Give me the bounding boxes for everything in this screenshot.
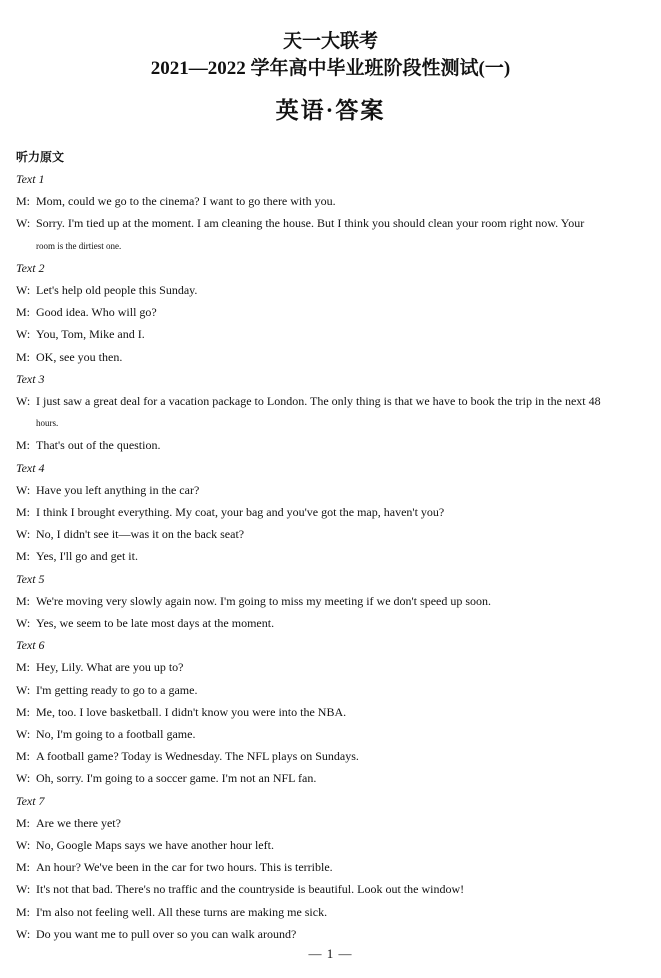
speaker-utterance: Do you want me to pull over so you can walk around? — [36, 926, 297, 941]
dialogue-line — [16, 482, 648, 498]
dialogue-line — [16, 748, 648, 764]
dialogue-label: Text 4 — [16, 460, 45, 475]
speaker-utterance: No, I didn't see it—was it on the back seat? — [36, 527, 245, 542]
dialogue-line — [16, 548, 648, 564]
dialogue-line — [16, 837, 648, 853]
dialogue-label: Text 1 — [16, 172, 45, 186]
speaker-utterance: I think I brought everything. My coat, your bag and you've got the map, haven't you? — [36, 505, 445, 519]
speaker-utterance: Oh, sorry. I'm going to a soccer game. I'm not an NFL fan. — [36, 771, 317, 786]
speaker-label: M: — [16, 194, 31, 209]
dialogue-line — [16, 859, 648, 875]
speaker-label: M: — [16, 549, 31, 564]
dialogue-label: Text 2 — [16, 260, 45, 275]
speaker-utterance: No, Google Maps says we have another hour left. — [36, 838, 274, 852]
speaker-label: M: — [16, 305, 31, 320]
page-number: — 1 — — [308, 946, 353, 961]
speaker-label: M: — [16, 749, 31, 764]
speaker-label: M: — [16, 593, 31, 608]
speaker-utterance: No, I'm going to a football game. — [36, 727, 196, 741]
speaker-utterance: Are we there yet? — [36, 815, 121, 830]
speaker-label: M: — [16, 815, 31, 830]
dialogue-line — [16, 815, 648, 831]
speaker-label: W: — [16, 482, 31, 497]
speaker-utterance: That's out of the question. — [36, 438, 161, 453]
speaker-utterance: OK, see you then. — [36, 349, 123, 364]
dialogue-line — [16, 437, 648, 453]
dialogue-line — [16, 770, 648, 786]
dialogue-line — [16, 215, 648, 231]
speaker-utterance: I'm getting ready to go to a game. — [36, 682, 198, 697]
dialogue-line — [16, 326, 648, 342]
dialogue-line — [16, 615, 648, 631]
exam-organizer-title: 天一大联考 — [282, 31, 378, 52]
dialogue-line — [16, 193, 648, 209]
speaker-utterance: Yes, we seem to be late most days at the moment. — [36, 616, 275, 630]
speaker-label: W: — [16, 216, 31, 231]
speaker-label: W: — [16, 727, 31, 741]
dialogue-line — [16, 926, 648, 942]
dialogue-line — [16, 349, 648, 365]
speaker-label: M: — [16, 349, 31, 364]
dialogue-line-continuation: hours. — [36, 418, 59, 429]
speaker-utterance: It's not that bad. There's no traffic and the countryside is beautiful. Look out the window! — [36, 882, 465, 897]
speaker-utterance: I'm also not feeling well. All these turns are making me sick. — [36, 904, 328, 919]
dialogue-line — [16, 904, 648, 920]
speaker-utterance: Mom, could we go to the cinema? I want to go there with you. — [36, 194, 336, 209]
speaker-label: M: — [16, 438, 31, 453]
speaker-label: W: — [16, 882, 31, 897]
dialogue-line-continuation: room is the dirtiest one. — [36, 240, 122, 251]
dialogue-line — [16, 726, 648, 742]
speaker-utterance: Let's help old people this Sunday. — [36, 283, 198, 297]
dialogue-label: Text 7 — [16, 793, 45, 808]
speaker-utterance: An hour? We've been in the car for two hours. This is terrible. — [36, 860, 333, 875]
dialogue-line — [16, 659, 648, 675]
speaker-label: W: — [16, 616, 31, 630]
speaker-label: W: — [16, 838, 31, 852]
dialogue-line — [16, 393, 648, 409]
speaker-label: W: — [16, 327, 31, 342]
dialogue-label: Text 3 — [16, 371, 45, 386]
speaker-label: W: — [16, 926, 31, 941]
dialogue-line — [16, 504, 648, 520]
speaker-label: M: — [16, 860, 31, 875]
speaker-label: M: — [16, 660, 31, 675]
dialogue-label: Text 6 — [16, 638, 45, 653]
speaker-label: W: — [16, 682, 31, 697]
speaker-label: W: — [16, 283, 31, 297]
dialogue-line — [16, 682, 648, 698]
exam-title: 2021—2022 学年高中毕业班阶段性测试(一) — [150, 58, 511, 79]
dialogue-line — [16, 593, 648, 609]
speaker-label: W: — [16, 394, 31, 408]
speaker-label: W: — [16, 527, 31, 542]
speaker-label: M: — [16, 505, 31, 519]
dialogue-line — [16, 304, 648, 320]
dialogue-label: Text 5 — [16, 571, 45, 586]
speaker-utterance: I just saw a great deal for a vacation package to London. The only thing is that we have to book the trip in the next 48 — [36, 394, 601, 408]
dialogue-line — [16, 282, 648, 298]
speaker-utterance: We're moving very slowly again now. I'm going to miss my meeting if we don't speed up soon. — [36, 593, 492, 608]
dialogue-line — [16, 704, 648, 720]
speaker-utterance: Good idea. Who will go? — [36, 305, 157, 320]
speaker-utterance: Hey, Lily. What are you up to? — [36, 660, 184, 675]
speaker-utterance: A football game? Today is Wednesday. The NFL plays on Sundays. — [36, 749, 359, 764]
dialogue-line — [16, 881, 648, 897]
speaker-utterance: Have you left anything in the car? — [36, 482, 200, 497]
dialogue-line — [16, 526, 648, 542]
speaker-utterance: You, Tom, Mike and I. — [36, 327, 145, 342]
speaker-utterance: Yes, I'll go and get it. — [36, 549, 138, 564]
speaker-label: M: — [16, 904, 31, 919]
section-title: 听力原文 — [16, 150, 65, 164]
speaker-label: W: — [16, 771, 31, 786]
speaker-utterance: Me, too. I love basketball. I didn't know you were into the NBA. — [36, 704, 347, 719]
speaker-label: M: — [16, 704, 31, 719]
speaker-utterance: Sorry. I'm tied up at the moment. I am cleaning the house. But I think you should clean your room right now. Your — [36, 216, 585, 231]
subject-title: 英语·答案 — [275, 98, 386, 123]
